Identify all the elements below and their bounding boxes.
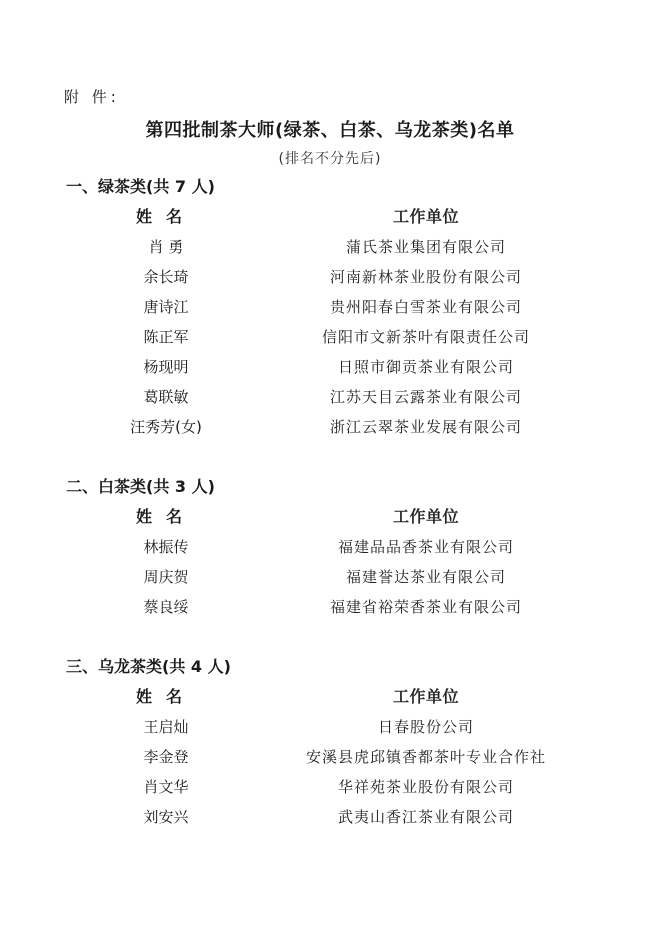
column-header-name: 姓名 bbox=[135, 507, 196, 526]
person-name: 周庆贺 bbox=[143, 568, 189, 586]
person-name: 汪秀芳(女) bbox=[130, 418, 202, 436]
table-row bbox=[66, 802, 586, 832]
organization: 河南新林茶业股份有限公司 bbox=[329, 268, 522, 286]
document-subtitle: (排名不分先后) bbox=[278, 151, 382, 167]
organization: 安溪县虎邱镇香都茶叶专业合作社 bbox=[305, 748, 546, 766]
table-row bbox=[66, 592, 586, 622]
person-name: 肖文华 bbox=[143, 778, 189, 796]
organization: 信阳市文新茶叶有限责任公司 bbox=[321, 328, 530, 346]
section-heading: 二、白茶类(共 3 人) bbox=[66, 477, 215, 496]
organization: 福建品品香茶业有限公司 bbox=[337, 538, 514, 556]
section-heading: 三、乌龙茶类(共 4 人) bbox=[66, 657, 231, 676]
person-name: 蔡良绥 bbox=[143, 598, 189, 616]
person-name: 杨现明 bbox=[143, 358, 189, 376]
column-header-name: 姓名 bbox=[135, 687, 196, 706]
table-row bbox=[66, 232, 586, 262]
column-header-row bbox=[66, 202, 586, 232]
table-row bbox=[66, 712, 586, 742]
organization: 福建誉达茶业有限公司 bbox=[345, 568, 506, 586]
attachment-label: 附 件: bbox=[64, 88, 120, 106]
person-name: 葛联敏 bbox=[143, 388, 189, 406]
organization: 华祥苑茶业股份有限公司 bbox=[337, 778, 514, 796]
organization: 浙江云翠茶业发展有限公司 bbox=[329, 418, 522, 436]
person-name: 唐诗江 bbox=[143, 298, 189, 316]
table-row bbox=[66, 742, 586, 772]
organization: 日春股份公司 bbox=[377, 718, 474, 736]
organization: 贵州阳春白雪茶业有限公司 bbox=[329, 298, 522, 316]
document-title: 第四批制茶大师(绿茶、白茶、乌龙茶类)名单 bbox=[145, 120, 515, 141]
organization: 蒲氏茶业集团有限公司 bbox=[345, 238, 506, 256]
organization: 福建省裕荣香茶业有限公司 bbox=[329, 598, 522, 616]
person-name: 刘安兴 bbox=[143, 808, 189, 826]
person-name: 王启灿 bbox=[143, 718, 189, 736]
table-row bbox=[66, 352, 586, 382]
column-header-org: 工作单位 bbox=[392, 687, 459, 706]
section-green-tea bbox=[66, 172, 586, 442]
person-name: 李金登 bbox=[143, 748, 189, 766]
person-name: 余长琦 bbox=[143, 268, 189, 286]
column-header-name: 姓名 bbox=[135, 207, 196, 226]
table-row bbox=[66, 772, 586, 802]
column-header-row bbox=[66, 682, 586, 712]
table-row bbox=[66, 382, 586, 412]
table-row bbox=[66, 562, 586, 592]
table-row bbox=[66, 412, 586, 442]
column-header-org: 工作单位 bbox=[392, 207, 459, 226]
section-white-tea bbox=[66, 472, 586, 622]
table-row bbox=[66, 262, 586, 292]
table-row bbox=[66, 322, 586, 352]
section-heading: 一、绿茶类(共 7 人) bbox=[66, 177, 215, 196]
table-row bbox=[66, 292, 586, 322]
organization: 江苏天目云露茶业有限公司 bbox=[329, 388, 522, 406]
person-name: 林振传 bbox=[143, 538, 189, 556]
table-row bbox=[66, 532, 586, 562]
person-name: 陈正军 bbox=[143, 328, 189, 346]
column-header-org: 工作单位 bbox=[392, 507, 459, 526]
organization: 武夷山香江茶业有限公司 bbox=[337, 808, 514, 826]
organization: 日照市御贡茶业有限公司 bbox=[337, 358, 514, 376]
section-oolong-tea bbox=[66, 652, 586, 832]
person-name: 肖 勇 bbox=[148, 238, 184, 256]
column-header-row bbox=[66, 502, 586, 532]
